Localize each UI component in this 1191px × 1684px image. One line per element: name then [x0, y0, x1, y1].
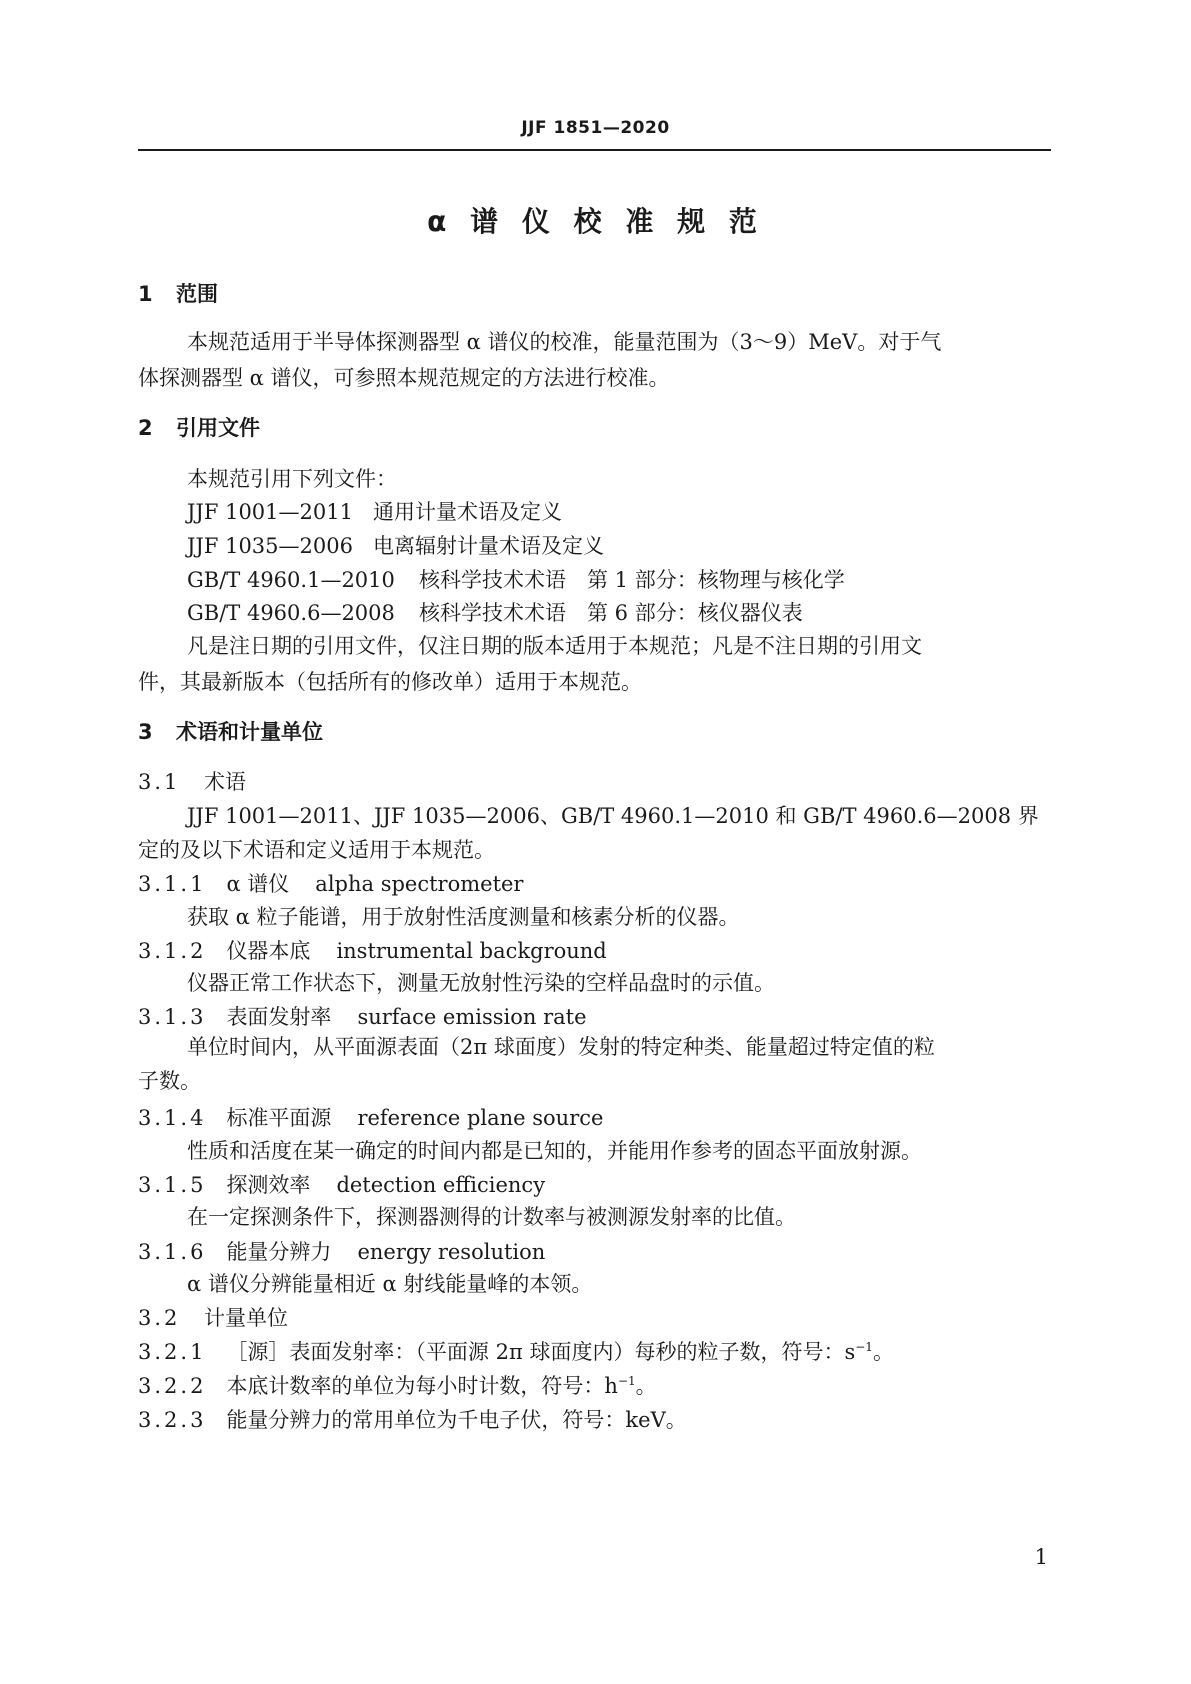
terms-intro-line-2: 定的及以下术语和定义适用于本规范。 [138, 838, 495, 862]
term-heading [138, 1102, 603, 1132]
term-number: 3.1.6 [138, 1240, 207, 1264]
subsection-title: 计量单位 [204, 1306, 288, 1330]
reference-code: JJF 1001—2011 [187, 500, 353, 524]
subsection-3-1-heading [138, 766, 246, 796]
unit-number: 3.2.1 [138, 1340, 207, 1364]
reference-name: 核科学技术术语 第 6 部分：核仪器仪表 [419, 601, 803, 625]
unit-item [138, 1404, 687, 1434]
unit-number: 3.2.3 [138, 1408, 207, 1432]
reference-item [187, 597, 803, 627]
term-heading [138, 868, 523, 898]
reference-name: 核科学技术术语 第 1 部分：核物理与核化学 [419, 568, 845, 592]
section-title: 范围 [176, 282, 218, 306]
unit-text: 能量分辨力的常用单位为千电子伏，符号：keV。 [226, 1408, 687, 1432]
reference-intro: 本规范引用下列文件： [187, 467, 397, 491]
term-definition: 性质和活度在某一确定的时间内都是已知的，并能用作参考的固态平面放射源。 [187, 1139, 922, 1163]
section-number: 1 [138, 282, 153, 306]
term-english: reference plane source [357, 1106, 604, 1130]
term-number: 3.1.2 [138, 939, 207, 963]
unit-superscript: −1 [855, 1340, 873, 1354]
term-number: 3.1.1 [138, 872, 207, 896]
terms-intro-line-1: JJF 1001—2011、JJF 1035—2006、GB/T 4960.1—2010 和 GB/T 4960.6—2008 界 [187, 804, 1039, 828]
section-2-heading [138, 412, 260, 442]
section-1-para-line-2: 体探测器型 α 谱仪，可参照本规范规定的方法进行校准。 [138, 366, 670, 390]
subsection-3-2-heading [138, 1302, 288, 1332]
subsection-number: 3.1 [138, 770, 181, 794]
reference-note-line-2: 件，其最新版本（包括所有的修改单）适用于本规范。 [138, 670, 642, 694]
unit-number: 3.2.2 [138, 1374, 207, 1398]
subsection-title: 术语 [204, 770, 246, 794]
unit-text: ［源］表面发射率：（平面源 2π 球面度内）每秒的粒子数，符号：s [226, 1340, 856, 1364]
term-definition: 单位时间内，从平面源表面（2π 球面度）发射的特定种类、能量超过特定值的粒 [187, 1035, 935, 1059]
unit-item [138, 1336, 894, 1366]
term-english: energy resolution [357, 1240, 546, 1264]
page-number: 1 [1034, 1545, 1048, 1569]
term-heading [138, 1169, 545, 1199]
unit-tail: 。 [872, 1340, 894, 1364]
term-number: 3.1.5 [138, 1173, 207, 1197]
term-definition: 获取 α 粒子能谱，用于放射性活度测量和核素分析的仪器。 [187, 905, 740, 929]
term-chinese: 能量分辨力 [226, 1240, 332, 1264]
term-chinese: 探测效率 [226, 1173, 311, 1197]
section-1-para-line-1: 本规范适用于半导体探测器型 α 谱仪的校准，能量范围为（3～9）MeV。对于气 [187, 330, 942, 354]
term-english: instrumental background [336, 939, 607, 963]
reference-item [187, 564, 845, 594]
section-title: 术语和计量单位 [176, 720, 323, 744]
subsection-number: 3.2 [138, 1306, 181, 1330]
reference-name: 通用计量术语及定义 [373, 500, 562, 524]
term-definition: 在一定探测条件下，探测器测得的计数率与被测源发射率的比值。 [187, 1205, 796, 1229]
section-number: 2 [138, 416, 153, 440]
term-number: 3.1.4 [138, 1106, 207, 1130]
term-chinese: 仪器本底 [226, 939, 311, 963]
section-3-heading [138, 716, 323, 746]
term-english: detection efficiency [336, 1173, 546, 1197]
reference-item [187, 530, 604, 560]
reference-code: GB/T 4960.6—2008 [187, 601, 395, 625]
term-english: surface emission rate [357, 1005, 587, 1029]
section-1-heading [138, 278, 218, 308]
term-number: 3.1.3 [138, 1005, 207, 1029]
term-definition-cont: 子数。 [138, 1069, 201, 1093]
term-english: alpha spectrometer [315, 872, 524, 896]
reference-code: GB/T 4960.1—2010 [187, 568, 395, 592]
unit-text: 本底计数率的单位为每小时计数，符号：h [226, 1374, 618, 1398]
reference-item [187, 496, 562, 526]
unit-tail: 。 [635, 1374, 657, 1398]
running-header: JJF 1851—2020 [521, 118, 670, 138]
header-rule [138, 149, 1051, 151]
unit-item [138, 1370, 657, 1400]
section-title: 引用文件 [176, 416, 260, 440]
term-definition: 仪器正常工作状态下，测量无放射性污染的空样品盘时的示值。 [187, 971, 775, 995]
term-heading [138, 935, 607, 965]
term-heading [138, 1236, 545, 1266]
term-chinese: 表面发射率 [226, 1005, 332, 1029]
section-number: 3 [138, 720, 153, 744]
term-heading [138, 1001, 587, 1031]
reference-code: JJF 1035—2006 [187, 534, 353, 558]
term-chinese: α 谱仪 [226, 872, 290, 896]
reference-note-line-1: 凡是注日期的引用文件，仅注日期的版本适用于本规范；凡是不注日期的引用文 [187, 634, 922, 658]
reference-name: 电离辐射计量术语及定义 [373, 534, 604, 558]
document-title: α 谱 仪 校 准 规 范 [427, 205, 764, 238]
term-definition: α 谱仪分辨能量相近 α 射线能量峰的本领。 [187, 1272, 593, 1296]
term-chinese: 标准平面源 [226, 1106, 332, 1130]
unit-superscript: −1 [617, 1374, 636, 1388]
